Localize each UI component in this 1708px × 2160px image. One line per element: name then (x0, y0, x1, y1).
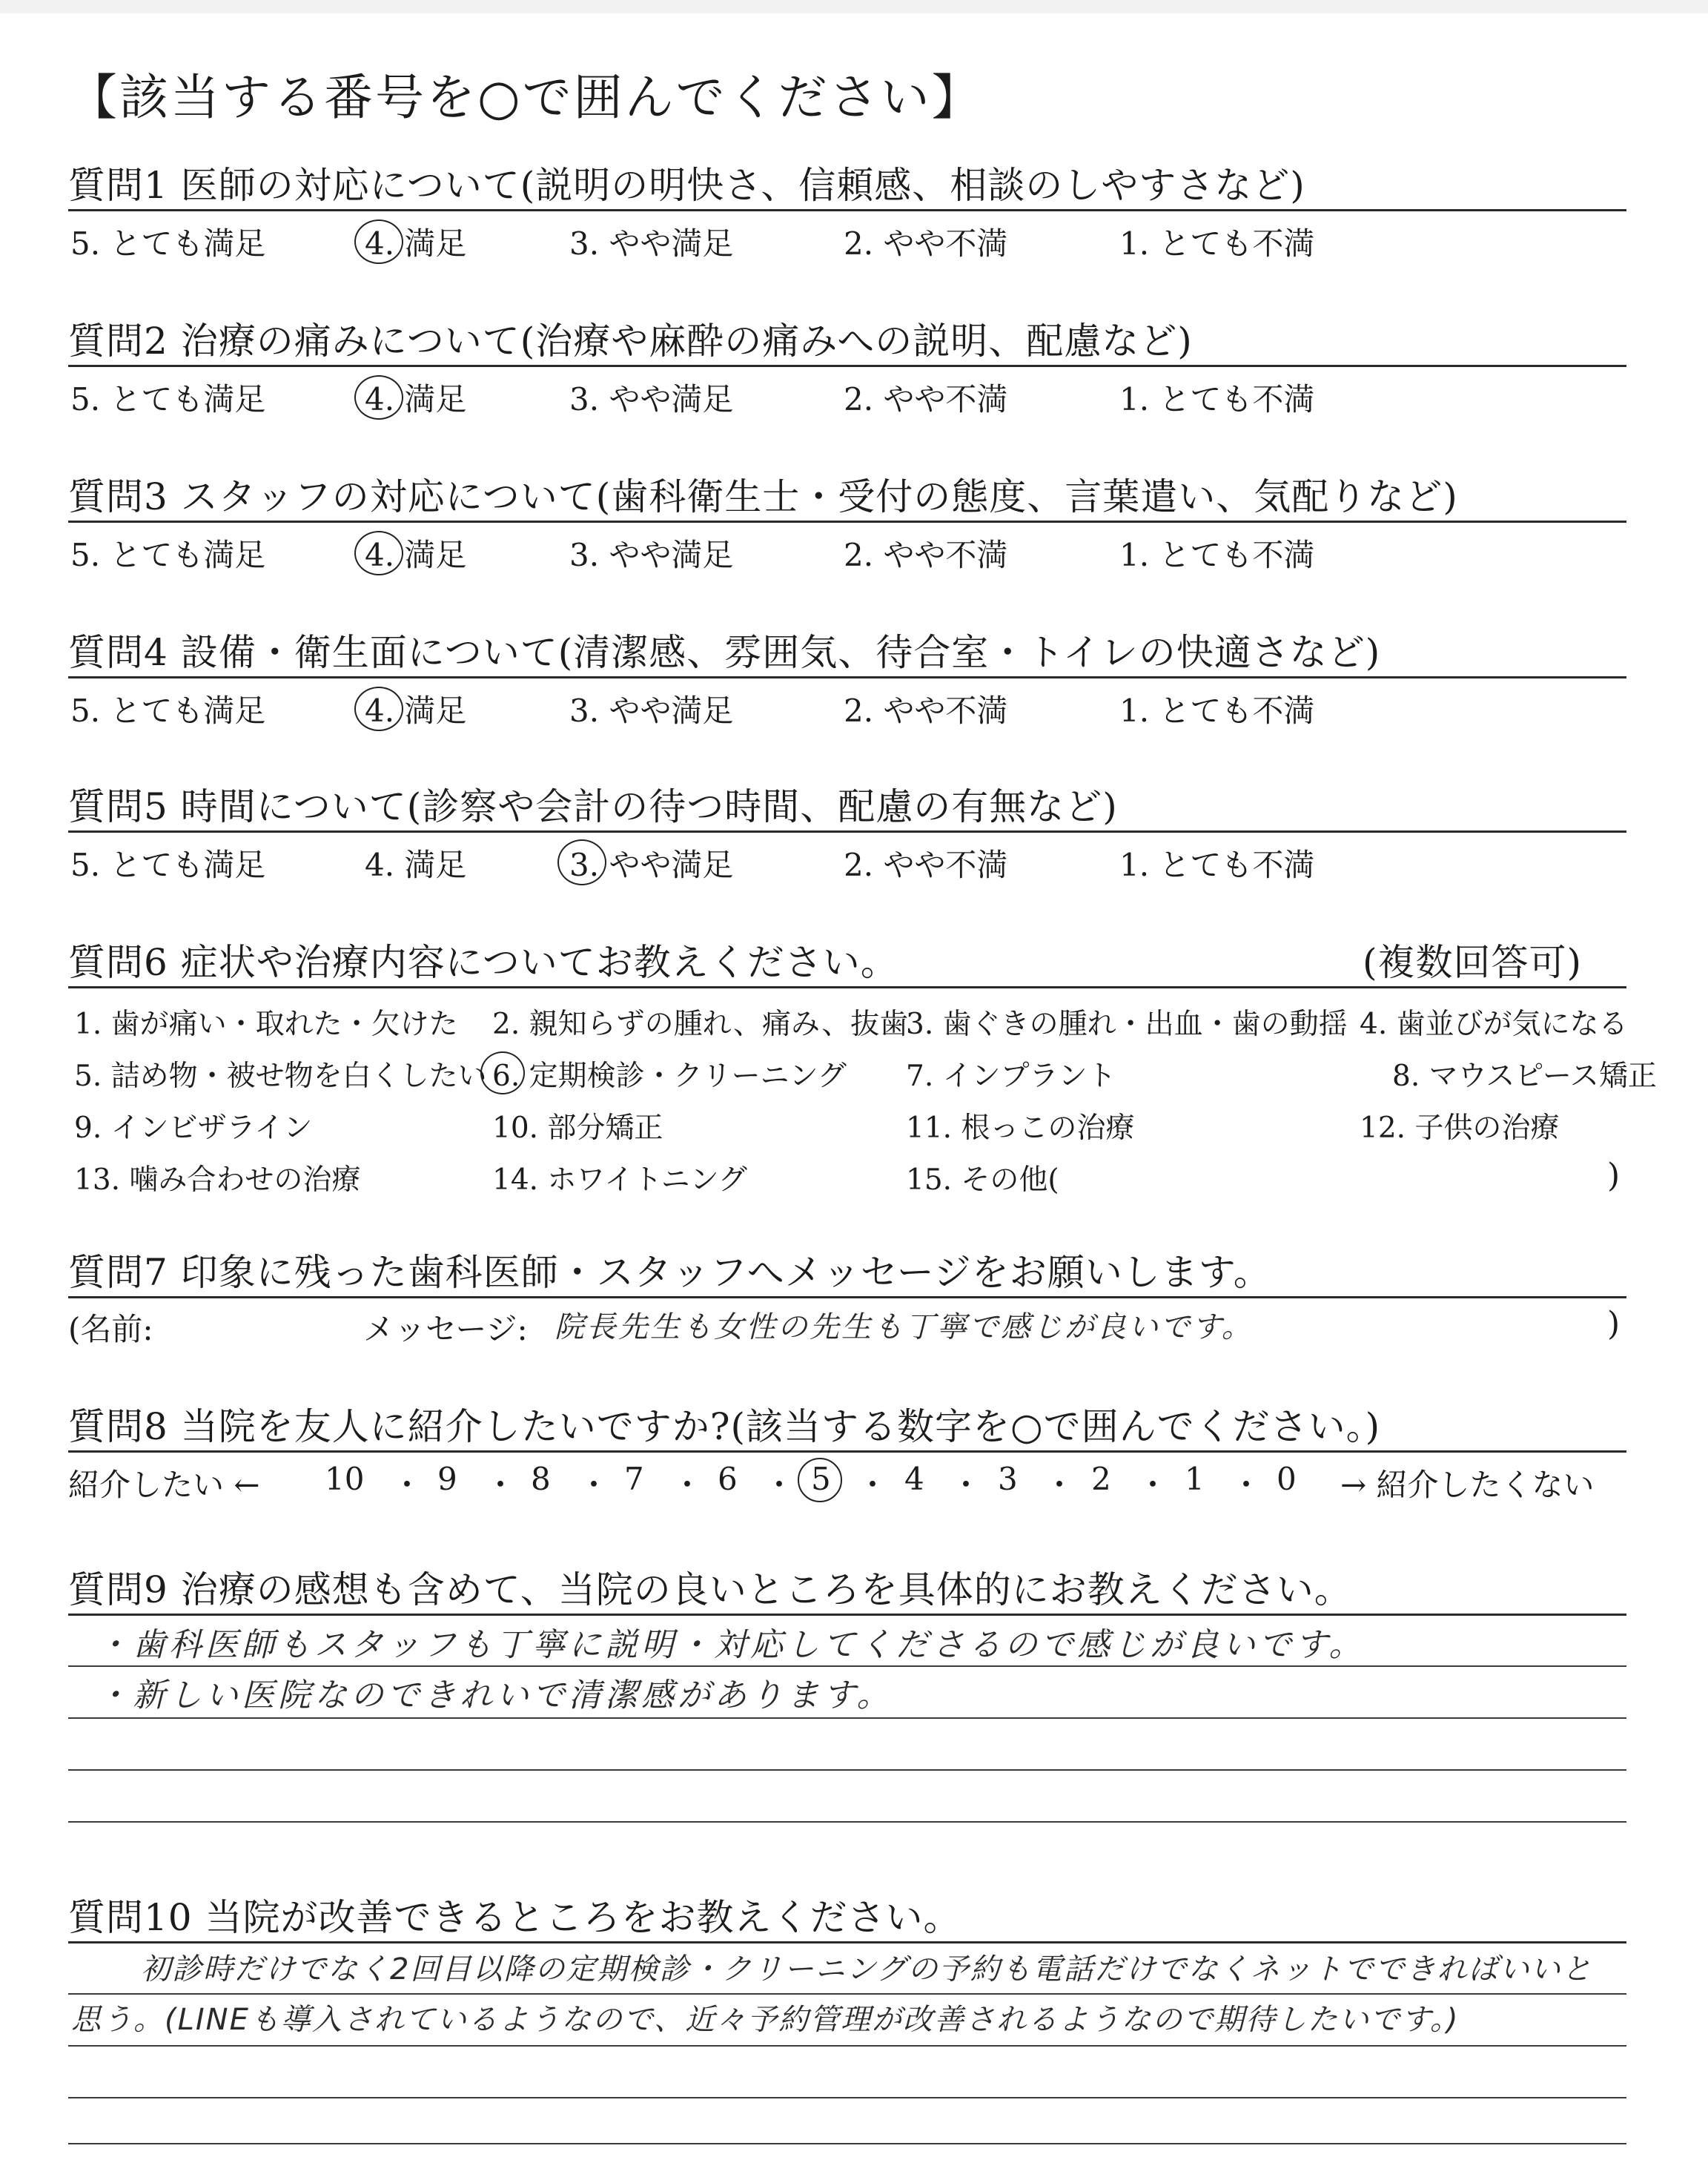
q10-rule-2 (68, 1993, 1626, 1995)
q1-rule (68, 209, 1626, 211)
q9-title: 質問9 治療の感想も含めて、当院の良いところを具体的にお教えください。 (68, 1568, 1352, 1611)
q1-answer-circle (354, 219, 403, 264)
q2-option-5[interactable]: 5. とても満足 (70, 381, 266, 417)
q8-score-1[interactable]: 1 (1185, 1461, 1205, 1497)
q3-option-3[interactable]: 3. やや満足 (569, 537, 734, 573)
q3-option-2[interactable]: 2. やや不満 (844, 537, 1008, 573)
q8-score-8[interactable]: 8 (531, 1461, 551, 1497)
q6-option-6[interactable]: 6. 定期検診・クリーニング (492, 1060, 847, 1093)
q4-option-2[interactable]: 2. やや不満 (844, 693, 1008, 729)
q5-option-3[interactable]: 3. やや満足 (569, 847, 734, 883)
q8-score-2[interactable]: 2 (1091, 1461, 1111, 1497)
q8-sep: ・ (1044, 1467, 1076, 1503)
scan-top-edge (0, 0, 1708, 13)
q1-option-3[interactable]: 3. やや満足 (569, 225, 734, 262)
q4-rule (68, 676, 1626, 678)
q10-answer-line-1: 初診時だけでなく2回目以降の定期検診・クリーニングの予約も電話だけでなくネットでできればいいと (141, 1952, 1593, 1986)
q2-answer-circle (354, 375, 403, 420)
q2-rule (68, 365, 1626, 367)
q8-sep: ・ (1137, 1467, 1169, 1503)
q5-rule (68, 830, 1626, 833)
q6-rule (68, 986, 1626, 988)
q8-sep: ・ (1231, 1467, 1262, 1503)
q6-option-13[interactable]: 13. 噛み合わせの治療 (74, 1163, 361, 1197)
q3-rule (68, 521, 1626, 523)
q8-title: 質問8 当院を友人に紹介したいですか?(該当する数字を○で囲んでください。) (68, 1405, 1381, 1448)
q8-score-4[interactable]: 4 (904, 1461, 924, 1497)
q3-option-5[interactable]: 5. とても満足 (70, 537, 266, 573)
q5-option-4[interactable]: 4. 満足 (365, 847, 467, 883)
q1-option-5[interactable]: 5. とても満足 (70, 225, 266, 262)
q9-rule-2 (68, 1665, 1626, 1667)
q4-option-1[interactable]: 1. とても不満 (1119, 693, 1315, 729)
q8-score-7[interactable]: 7 (624, 1461, 644, 1497)
q8-answer-circle (798, 1458, 842, 1502)
q5-option-2[interactable]: 2. やや不満 (844, 847, 1008, 883)
q1-option-1[interactable]: 1. とても不満 (1119, 225, 1315, 262)
q2-option-4[interactable]: 4. 満足 (365, 381, 467, 417)
q6-option-5[interactable]: 5. 詰め物・被せ物を白くしたい (74, 1060, 487, 1093)
q6-option-12[interactable]: 12. 子供の治療 (1360, 1112, 1560, 1145)
q6-option-2[interactable]: 2. 親知らずの腫れ、痛み、抜歯 (492, 1008, 909, 1041)
q7-message-handwritten: 院長先生も女性の先生も丁寧で感じが良いです。 (555, 1310, 1254, 1344)
q6-option-15[interactable]: 15. その他( (906, 1163, 1059, 1197)
q7-rule (68, 1296, 1626, 1298)
q7-name-label: (名前: (68, 1311, 153, 1347)
q8-left-label: 紹介したい ← (68, 1467, 260, 1503)
q6-option-11[interactable]: 11. 根っこの治療 (906, 1112, 1135, 1145)
q7-message-label: メッセージ: (363, 1311, 528, 1347)
q10-rule-4 (68, 2097, 1626, 2098)
q8-score-3[interactable]: 3 (998, 1461, 1018, 1497)
q10-answer-line-2: 思う。(LINEも導入されているようなので、近々予約管理が改善されるようなので期待したいです。) (71, 2003, 1460, 2037)
q3-option-4[interactable]: 4. 満足 (365, 537, 467, 573)
q9-answer-line-2: ・新しい医院なのできれいで清潔感があります。 (96, 1677, 893, 1714)
q8-right-label: → 紹介したくない (1340, 1467, 1595, 1503)
q8-score-5[interactable]: 5 (811, 1461, 831, 1497)
q8-score-0[interactable]: 0 (1277, 1461, 1297, 1497)
q7-title: 質問7 印象に残った歯科医師・スタッフへメッセージをお願いします。 (68, 1251, 1271, 1294)
q8-sep: ・ (578, 1467, 610, 1503)
q6-multiple-note: (複数回答可) (1363, 941, 1583, 984)
q2-option-2[interactable]: 2. やや不満 (844, 381, 1008, 417)
q4-option-3[interactable]: 3. やや満足 (569, 693, 734, 729)
q4-title: 質問4 設備・衛生面について(清潔感、雰囲気、待合室・トイレの快適さなど) (68, 631, 1381, 674)
q5-answer-circle (557, 839, 606, 885)
q1-option-4[interactable]: 4. 満足 (365, 225, 467, 262)
q9-answer-line-1: ・歯科医師もスタッフも丁寧に説明・対応してくださるので感じが良いです。 (96, 1626, 1366, 1664)
q8-sep: ・ (857, 1467, 889, 1503)
q5-option-5[interactable]: 5. とても満足 (70, 847, 266, 883)
q10-rule-5 (68, 2143, 1626, 2144)
q1-title: 質問1 医師の対応について(説明の明快さ、信頼感、相談のしやすさなど) (68, 164, 1305, 207)
q9-rule-1 (68, 1614, 1626, 1616)
q5-option-1[interactable]: 1. とても不満 (1119, 847, 1315, 883)
q4-option-5[interactable]: 5. とても満足 (70, 693, 266, 729)
form-header: 【該当する番号を○で囲んでください】 (68, 69, 983, 126)
q10-rule-3 (68, 2045, 1626, 2047)
q6-title: 質問6 症状や治療内容についてお教えください。 (68, 941, 898, 984)
q6-option-7[interactable]: 7. インプラント (906, 1060, 1116, 1093)
q9-rule-3 (68, 1717, 1626, 1719)
q3-title: 質問3 スタッフの対応について(歯科衛生士・受付の態度、言葉遣い、気配りなど) (68, 475, 1458, 518)
q6-option-14[interactable]: 14. ホワイトニング (492, 1163, 747, 1197)
q2-title: 質問2 治療の痛みについて(治療や麻酔の痛みへの説明、配慮など) (68, 320, 1193, 363)
q8-sep: ・ (672, 1467, 704, 1503)
q8-sep: ・ (391, 1467, 423, 1503)
q6-option-3[interactable]: 3. 歯ぐきの腫れ・出血・歯の動揺 (906, 1008, 1348, 1041)
q8-sep: ・ (485, 1467, 517, 1503)
q6-other-close-paren: ) (1607, 1157, 1621, 1195)
q2-option-3[interactable]: 3. やや満足 (569, 381, 734, 417)
q6-option-8[interactable]: 8. マウスピース矯正 (1392, 1060, 1657, 1093)
q9-rule-4 (68, 1769, 1626, 1771)
q8-score-6[interactable]: 6 (718, 1461, 738, 1497)
q4-answer-circle (354, 687, 403, 731)
q8-sep: ・ (764, 1467, 795, 1503)
q3-answer-circle (354, 531, 403, 575)
q8-rule (68, 1450, 1626, 1453)
q4-option-4[interactable]: 4. 満足 (365, 693, 467, 729)
q8-score-9[interactable]: 9 (437, 1461, 457, 1497)
q7-close-paren: ) (1607, 1305, 1621, 1343)
q6-option-9[interactable]: 9. インビザライン (74, 1112, 313, 1145)
q6-option-1[interactable]: 1. 歯が痛い・取れた・欠けた (74, 1008, 458, 1041)
q1-option-2[interactable]: 2. やや不満 (844, 225, 1008, 262)
q2-option-1[interactable]: 1. とても不満 (1119, 381, 1315, 417)
q6-option-4[interactable]: 4. 歯並びが気になる (1360, 1008, 1628, 1041)
q10-title: 質問10 当院が改善できるところをお教えください。 (68, 1896, 961, 1939)
q6-answer-circle (480, 1051, 525, 1094)
q3-option-1[interactable]: 1. とても不満 (1119, 537, 1315, 573)
q8-sep: ・ (950, 1467, 982, 1503)
q6-option-10[interactable]: 10. 部分矯正 (492, 1112, 663, 1145)
q10-rule-1 (68, 1941, 1626, 1943)
q5-title: 質問5 時間について(診察や会計の待つ時間、配慮の有無など) (68, 785, 1118, 828)
q8-score-10[interactable]: 10 (325, 1461, 365, 1497)
q9-rule-5 (68, 1821, 1626, 1823)
